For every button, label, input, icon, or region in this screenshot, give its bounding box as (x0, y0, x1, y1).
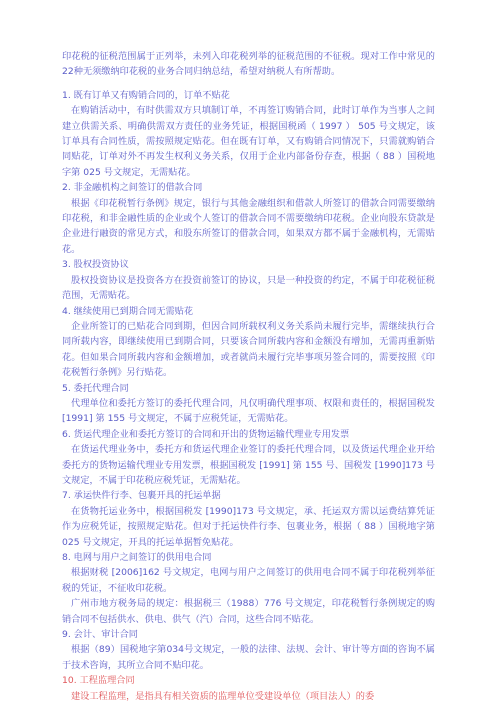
section-paragraph: 在购销活动中，有时供需双方只填制订单，不再签订购销合同，此时订单作为当事人之间建立供需关系、明确供需双方责任的业务凭证，根据国税函（ 1997 ） 505 号文规定，该订单具有合同性质，需按照规定贴花。但在既有订单，又有购销合同情况下，只需就购销合同贴花，订单对外不再发生权利义务关系，仅用于企业内部备份存查，根据（ 88 ）国税地字第 025 号文规定，无需贴花。 (62, 105, 435, 178)
section-heading-3: 3. 股权投资协议 (62, 259, 129, 271)
section-heading-8: 8. 电网与用户之间签订的供用电合同 (62, 552, 212, 563)
section-paragraph: 根据（89）国税地字第034号文规定，一般的法律、法规、会计、审计等方面的咨询不属于技术咨询，其所立合同不贴印花。 (62, 644, 435, 671)
intro-paragraph: 印花税的征税范围属于正列举，未列入印花税列举的征税范围的不征税。现对工作中常见的22种无须缴纳印花税的业务合同归纳总结，希望对纳税人有所帮助。 (62, 51, 435, 78)
section-paragraph: 根据财税 [2006]162 号文规定，电网与用户之间签订的供用电合同不属于印花税列举征税的凭证，不征收印花税。 (62, 567, 435, 594)
section-heading-10: 10. 工程监理合同 (62, 675, 135, 687)
document-body (62, 49, 435, 704)
section-paragraph: 代理单位和委托方签订的委托代理合同，凡仅明确代理事项、权限和责任的，根据国税发 [1991] 第 155 号文规定，不属于应税凭证，无需贴花。 (62, 397, 435, 425)
section-paragraph: 股权投资协议是投资各方在投资前签订的协议，只是一种投资的约定，不属于印花税征税范围，无需贴花。 (62, 274, 435, 302)
section-heading-9: 9. 会计、审计合同 (62, 629, 138, 641)
section-heading-5: 5. 委托代理合同 (62, 382, 129, 394)
section-paragraph: 广州市地方税务局的规定：根据税三（1988）776 号文规定，印花税暂行条例规定的购销合同不包括供水、供电、供气（汽）合同，这些合同不贴花。 (62, 598, 435, 625)
section-heading-4: 4. 继续使用已到期合同无需贴花 (62, 305, 194, 317)
section-heading-6: 6. 货运代理企业和委托方签订的合同和开出的货物运输代理业专用发票 (62, 428, 350, 440)
section-paragraph: 在货物托运业务中，根据国税发 [1990]173 号文规定，承、托运双方需以运费结算凭证作为应税凭证，按照规定贴花。但对于托运快件行李、包裹业务，根据（ 88 ）国税地字第 025 号文规定，开具的托运单据暂免贴花。 (62, 505, 435, 548)
section-paragraph: 在货运代理业务中，委托方和货运代理企业签订的委托代理合同，以及货运代理企业开给委托方的货物运输代理业专用发票，根据国税发 [1991] 第 155 号、国税发 [1990]173 号文规定，不属于印花税应税凭证，无需贴花。 (62, 444, 435, 486)
section-heading-2: 2. 非金融机构之间签订的借款合同 (62, 182, 203, 194)
section-paragraph: 企业所签订的已贴花合同到期，但因合同所载权利义务关系尚未履行完毕，需继续执行合同所载内容，即继续使用已到期合同，只要该合同所载内容和金额没有增加，无需再重新贴花。但如果合同所载内容和金额增加，或者就尚未履行完毕事项另签合同的，需要按照《印花税暂行条例》另行贴花。 (62, 320, 435, 379)
section-paragraph: 根据《印花税暂行条例》规定，银行与其他金融组织和借款人所签订的借款合同需要缴纳印花税，和非金融性质的企业或个人签订的借款合同不需要缴纳印花税。企业向股东贷款是企业进行融资的常见方式，和股东所签订的借款合同，如果双方都不属于金融机构，无需贴花。 (62, 197, 435, 255)
section-heading-7: 7. 承运快件行李、包裹开具的托运单据 (62, 490, 221, 502)
section-paragraph: 建设工程监理，是指具有相关资质的监理单位受建设单位（项目法人）的委 (71, 690, 375, 702)
section-heading-1: 1. 既有订单又有购销合同的，订单不贴花 (62, 89, 230, 101)
